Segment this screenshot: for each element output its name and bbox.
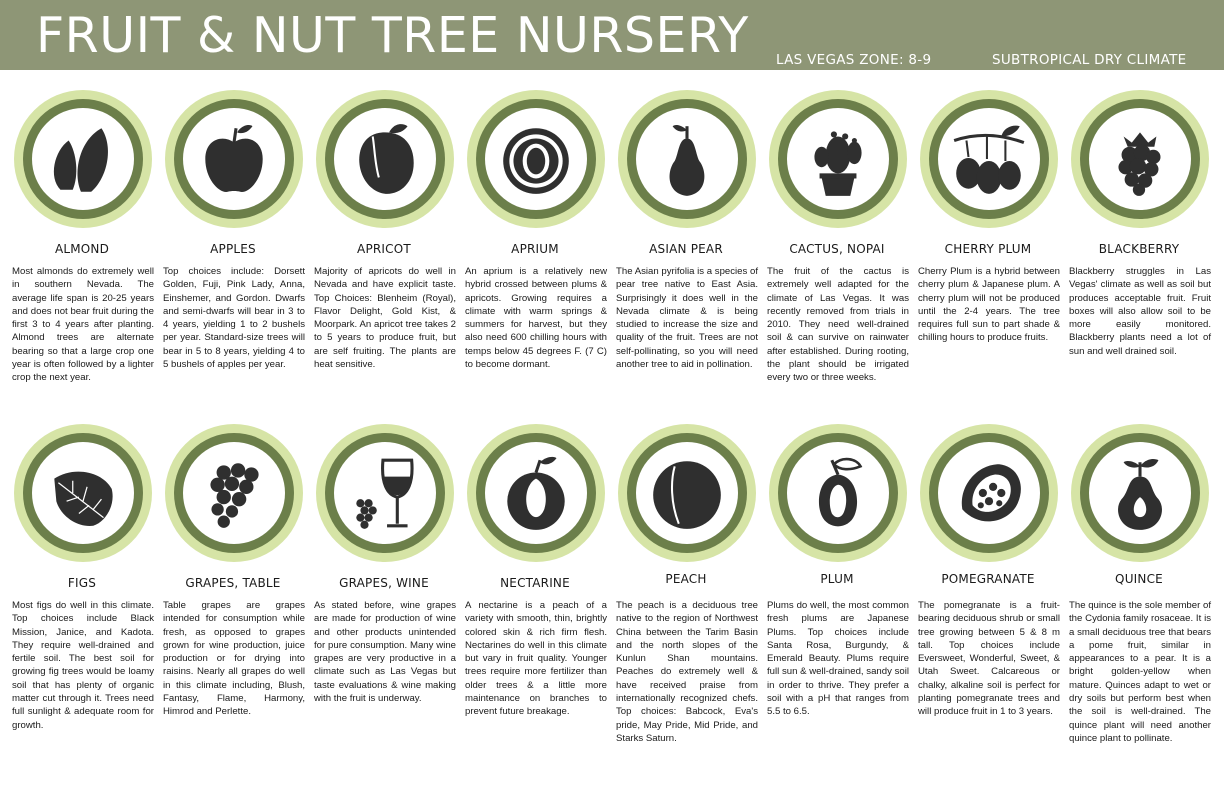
tree-name: ALMOND: [54, 242, 110, 256]
peach-badge: [618, 424, 756, 562]
tree-name: QUINCE: [1115, 572, 1163, 586]
tree-name: CACTUS, NOPAI: [789, 242, 885, 256]
fig-leaf-icon: [42, 452, 124, 534]
tree-name: ASIAN PEAR: [649, 242, 723, 256]
tree-name: PLUM: [820, 572, 854, 586]
pear-icon: [646, 118, 728, 200]
cherry-plum-icon: [948, 118, 1030, 200]
tree-name: PEACH: [665, 572, 707, 586]
blackberry-badge: [1071, 90, 1209, 228]
aprium-icon: [495, 118, 577, 200]
tree-description: Cherry Plum is a hybrid between cherry plum & Japanese plum. A cherry plum will not be produced until the 2-4 years. The tree requires full sun to part shade & chilling hours to produce fruits.: [918, 266, 1060, 344]
tree-description: An aprium is a relatively new hybrid crossed between plums & apricots. Growing requires a climate with warm springs & summers for harvest, but they also need 600 chilling hours with temps below 45 degrees F. (7 C) to become dormant.: [465, 266, 607, 371]
tree-description: The quince is the sole member of the Cydonia family rosaceae. It is a small deciduous tree that bears a pome fruit, similar in appearances to a pear. It is a bright golden-yellow when mature. Quinces adapt to wet or dry soils but perform best when the soil is well-drained. The quince plant will need another quince plant to pollinate.: [1069, 600, 1211, 744]
apple-icon: [193, 118, 275, 200]
climate-label: SUBTROPICAL DRY CLIMATE: [992, 52, 1187, 68]
tree-name: CHERRY PLUM: [944, 242, 1032, 256]
tree-description: Top choices include: Dorsett Golden, Fuji, Pink Lady, Anna, Einshemer, and Gordon. Dwarfs and semi-dwarfs will bear in 3 to 4 years, yielding 1 to 2 bushels per year. Standard-size trees will bear in 5 to 8 years, yielding 4 to 5 bushels of apples per year.: [163, 266, 305, 371]
tree-name: APPLES: [210, 242, 256, 256]
almond-badge: [14, 90, 152, 228]
tree-description: Most figs do well in this climate. Top choices include Black Mission, Janice, and Kadota. They require well-drained and fertile soil. The best soil for growing fig trees would be loamy soil that has plenty of organic matter cut through it. Trees need full sunlight & adequate room for growth.: [12, 600, 154, 731]
wine-badge: [316, 424, 454, 562]
header-banner: [0, 0, 1224, 70]
tree-name: NECTARINE: [500, 576, 570, 590]
grapes-icon: [193, 452, 275, 534]
tree-description: Plums do well, the most common fresh plums are Japanese Plums. Top choices include Santa Rosa, Burgundy, & Emerald Beauty. Plums require full sun & well-drained, sandy soil in order to thrive. They prefer a soil with a pH that ranges from 5.5 to 6.5.: [767, 600, 909, 718]
tree-description: The fruit of the cactus is extremely well adapted for the climate of Las Vegas. It was recently removed from trials in 2010. They need well-drained soil & can survive on rainwater after established. During rooting, the plant should be irrigated every two or three weeks.: [767, 266, 909, 384]
page-title: FRUIT & NUT TREE NURSERY: [36, 7, 749, 64]
plum-badge: [769, 424, 907, 562]
tree-description: Table grapes are grapes intended for consumption while fresh, as opposed to grapes grown for wine production, juice production or for drying into raisins. Nearly all grapes do well in this climate including, Blush, Fantasy, Flame, Harmony, Himrod and Perlette.: [163, 600, 305, 718]
cactus-badge: [769, 90, 907, 228]
apple-badge: [165, 90, 303, 228]
pomegranate-badge: [920, 424, 1058, 562]
plum-icon: [797, 452, 879, 534]
quince-badge: [1071, 424, 1209, 562]
fig-badge: [14, 424, 152, 562]
nectarine-badge: [467, 424, 605, 562]
tree-name: GRAPES, WINE: [339, 576, 429, 590]
quince-icon: [1099, 452, 1181, 534]
tree-description: The pomegranate is a fruit-bearing deciduous shrub or small tree growing between 5 & 8 m tall. Top choices include Eversweet, Wonderful, Sweet, & Utah Sweet. Calcareous or chalky, alkaline soil is perfect for planting pomegranate trees and will produce fruit in 1 to 3 years.: [918, 600, 1060, 718]
tree-description: The Asian pyrifolia is a species of pear tree native to East Asia. Surprisingly it does well in the Nevada climate & is being studied to increase the size and quality of the fruit. Trees are not self-pollinating, so you will need another tree to aid in pollination.: [616, 266, 758, 371]
peach-icon: [646, 452, 728, 534]
zone-label: LAS VEGAS ZONE: 8-9: [776, 52, 932, 68]
tree-description: Most almonds do extremely well in southern Nevada. The average life span is 20-25 years and does not bear fruit during the first 3 to 4 years after planting. Almond trees are alternate bearing so that a large crop one year is often followed by a lighter crop the next year.: [12, 266, 154, 384]
pomegranate-icon: [948, 452, 1030, 534]
tree-description: Blackberry struggles in Las Vegas' climate as well as soil but produces acceptable fruit. Fruit boxes will also allow soil to be more easily monitored. Blackberry plants need a lot of sun and well drained soil.: [1069, 266, 1211, 357]
apricot-badge: [316, 90, 454, 228]
tree-description: Majority of apricots do well in Nevada and have explicit taste. Top Choices: Blenheim (Royal), Flavor Delight, Gold Kist, & Moorpark. An apricot tree takes 2 to 5 years to produce fruit, but are self fruiting. The plants are heat sensitive.: [314, 266, 456, 371]
tree-name: POMEGRANATE: [941, 572, 1035, 586]
almond-icon: [42, 118, 124, 200]
tree-description: A nectarine is a peach of a variety with smooth, thin, brightly colored skin & rich firm flesh. Nectarines do well in this climate but vary in fruit quality. Younger trees require more fertilizer than older trees & a little more maintenance on branches to prevent future breakage.: [465, 600, 607, 718]
aprium-badge: [467, 90, 605, 228]
cherry-plum-badge: [920, 90, 1058, 228]
tree-name: APRICOT: [357, 242, 411, 256]
tree-description: The peach is a deciduous tree native to the region of Northwest China between the Tarim Basin and the north slopes of the Kunlun Shan mountains. Peaches do extremely well & have received praise from internationally recognized chefs. Top choices: Babcock, Eva's pride, May Pride, Mid Pride, and Starks Saturn.: [616, 600, 758, 744]
tree-name: GRAPES, TABLE: [185, 576, 281, 590]
tree-name: APRIUM: [511, 242, 559, 256]
apricot-icon: [344, 118, 426, 200]
pear-badge: [618, 90, 756, 228]
wine-glass-icon: [344, 452, 426, 534]
blackberry-icon: [1099, 118, 1181, 200]
cactus-icon: [797, 118, 879, 200]
nectarine-icon: [495, 452, 577, 534]
tree-description: As stated before, wine grapes are made for production of wine and other products unintended for pure consumption. Many wine grapes are very productive in a climate such as Las Vegas but taste evaluations & wine making with the fruit is underway.: [314, 600, 456, 705]
tree-name: BLACKBERRY: [1098, 242, 1180, 256]
grapes-badge: [165, 424, 303, 562]
tree-name: FIGS: [67, 576, 97, 590]
